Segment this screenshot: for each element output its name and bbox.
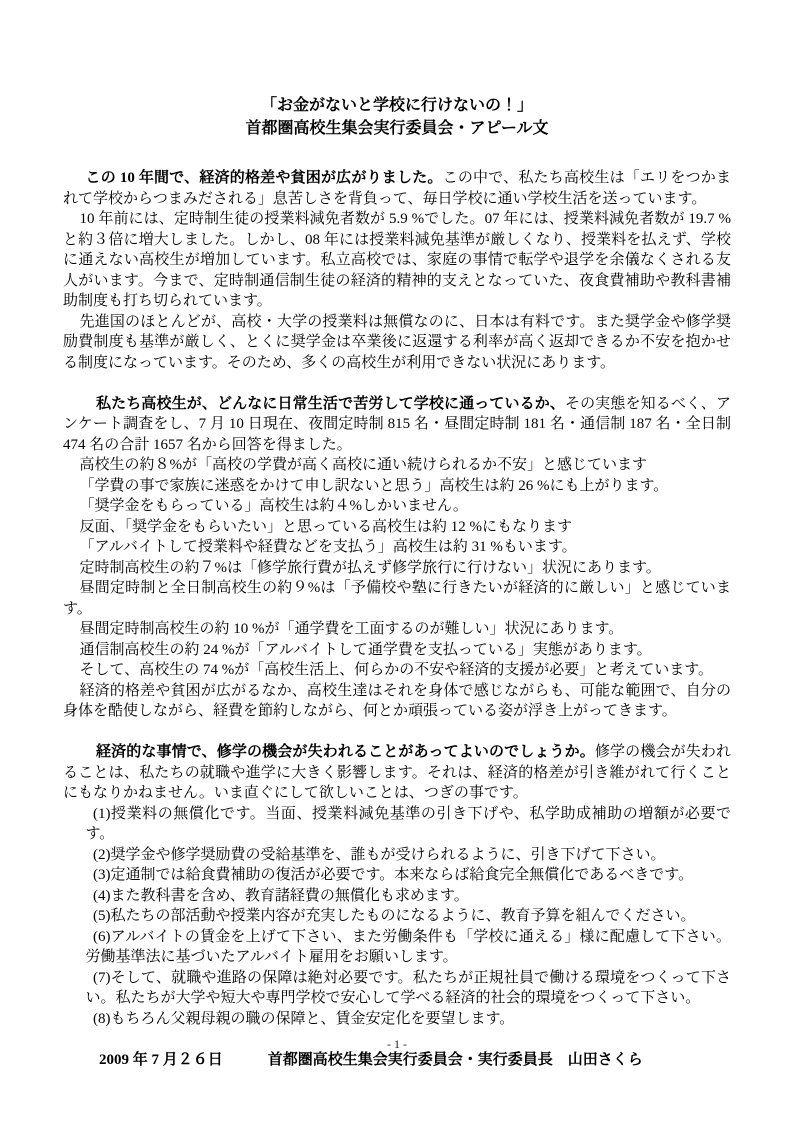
blank-line (63, 373, 731, 394)
survey-result-line: 通信制高校生の約 24 %が「アルバイトして通学費を支払っている」実態があります。 (79, 641, 652, 658)
survey-result-line: 昼間定時制と全日制高校生の約９%は「予備校や塾に行きたいが経済的に厳しい」と感じています。 (63, 580, 731, 617)
paragraph-tuition-history: 10 年前には、定時制生徒の授業料減免者数が 5.9 %でした。07 年には、授業料減免者数が 19.7 %と約３倍に増大しました。しかし、08 年には授業料減免基準が厳しくなり、授業料を払えず、学校に通えない高校生が増加しています。私立高校では、家庭の事情で転学や退学を余儀なくされる友人がいます。今まで、定時制通信制生徒の経済的精神的支えとなっていた、夜食費補助や教科書補助制度も打ち切られています。 (63, 211, 731, 309)
survey-result-line: そして、高校生の 74 %が「高校生活上、何らかの不安や経済的支援が必要」と考えています。 (79, 662, 713, 678)
survey-result-line: 反面、「奨学金をもらいたい」と思っている高校生は約 12 %にもなります (79, 518, 572, 535)
document-title (63, 94, 731, 140)
date-signature-line: 2009 年 7 月２６日 首都圏高校生集会実行委員会・実行委員長 山田さくら (99, 1051, 643, 1068)
survey-result-line: 「アルバイトして授業料や経費などを支払う」高校生は約 31 %もいます。 (79, 539, 577, 555)
paragraph-demands-intro (63, 742, 731, 804)
demand-item-8: (8)もちろん父親母親の職の保障と、賃金安定化を要望します。 (93, 1010, 515, 1027)
paragraph-intro-lead: この 10 年間で、経済的格差や貧困が広がりました。 (85, 170, 443, 186)
survey-result-line: 昼間定時制高校生の約 10 %が「通学費を工面するのが難しい」状況にあります。 (79, 621, 624, 637)
paragraph-survey-rest: その実態を知るべく、アンケート調査をし、7 月 10 日現在、夜間定時制 815 名・昼間定時制 181 名・通信制 187 名・全日制 474 名の合計 1657 名から回答を得ました。 (63, 395, 731, 453)
demand-item-5: (5)私たちの部活動や授業内容が充実したものになるように、教育予算を組んでください。 (93, 908, 696, 924)
demand-item-7: (7)そして、就職や進路の保障は絶対必要です。私たちが正規社員で働ける環境をつくって下さい。私たちが大学や短大や専門学校で安心して学べる経済的社会的環境をつくって下さい。 (85, 969, 731, 1006)
paragraph-summary: 経済的格差や貧困が広がるなか、高校生達はそれを身体で感じながらも、可能な範囲で、自分の身体を酷使しながら、経費を節約しながら、何とか頑張っている姿が浮き上がってきます。 (63, 682, 731, 719)
blank-line (63, 722, 731, 743)
paragraph-intro (63, 168, 731, 209)
survey-result-line: 定時制高校生の約７%は「修学旅行費が払えず修学旅行に行けない」状況にあります。 (79, 559, 661, 576)
demand-item-4: (4)また教科書を含め、教育諸経費の無償化も求めます。 (93, 887, 469, 904)
paragraph-survey-intro (63, 394, 731, 456)
paragraph-demands-rest: 修学の機会が失われることは、私たちの就職や進学に大きく影響します。それは、経済的格差が引き維がれて行くことにもなりかねません。いま直ぐにして欲しいことは、つぎの事です。 (63, 744, 731, 801)
demand-item-1: (1)授業料の無償化です。当面、授業料減免基準の引き下げや、私学助成補助の増額が必要です。 (85, 805, 731, 842)
paragraph-survey-lead: 私たち高校生が、どんなに日常生活で苦労して学校に通っているか、 (96, 395, 565, 412)
survey-result-line: 「学費の事で家族に迷惑をかけて申し訳ないと思う」高校生は約 26 %にも上がります。 (79, 477, 669, 494)
demand-item-6: (6)アルバイトの賃金を上げて下さい、また労働条件も「学校に通える」様に配慮して下さい。労働基準法に基づいたアルバイト雇用をお願いします。 (85, 928, 731, 965)
paragraph-demands-lead: 経済的な事情で、修学の機会が失われることがあってよいのでしょうか。 (96, 744, 595, 760)
demand-item-3: (3)定通制では給食費補助の復活が必要です。本来ならば給食完全無償化であるべきです。 (93, 867, 694, 883)
title-line-2: 首都圏高校生集会実行委員会・アピール文 (245, 120, 549, 137)
survey-result-line: 「奨学金をもらっている」高校生は約４%しかいません。 (79, 498, 468, 514)
paragraph-developed-countries: 先進国のほとんどが、高校・大学の授業料は無償なのに、日本は有料です。また奨学金や修学奨励費制度も基準が厳しく、とくに奨学金は卒業後に返還する利率が高く返却できるか不安を抱かせる制度になっています。そのため、多くの高校生が利用できない状況にあります。 (63, 313, 731, 371)
page-number: - 1 - (387, 1037, 407, 1051)
title-line-1: 「お金がないと学校に行けないの！」 (260, 97, 533, 114)
demand-item-2: (2)奨学金や修学奨励費の受給基準を、誰もが受けられるように、引き下げて下さい。 (93, 846, 666, 863)
paragraph-intro-rest: この中で、私たち高校生は「エリをつかまれて学校からつまみだされる」息苦しさを背負って、毎日学校に通い学校生活を送っています。 (63, 170, 732, 207)
survey-result-line: 高校生の約８%が「高校の学費が高く高校に通い続けられるか不安」と感じています (79, 457, 647, 473)
